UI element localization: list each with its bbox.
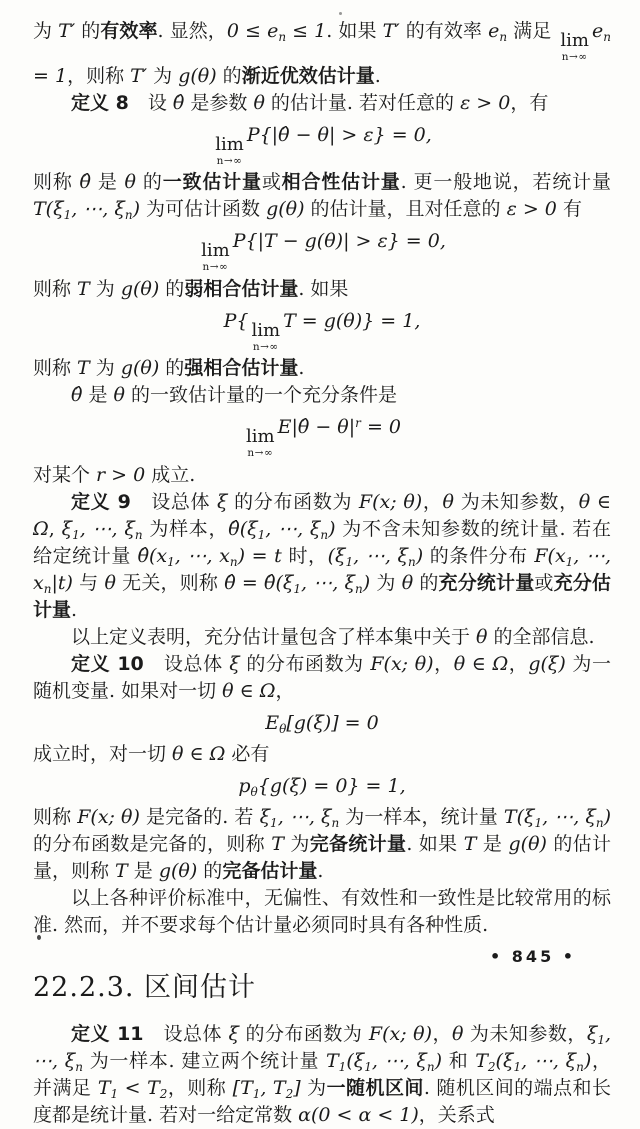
limit-operator: lim n→∞ — [215, 133, 244, 167]
paragraph: 以上定义表明，充分估计量包含了样本集中关于 θ 的全部信息. — [71, 625, 595, 648]
paragraph: 定义 9 设总体 ξ 的分布函数为 F(x; θ)，θ 为未知参数，θ ∈ Ω, $\xi_1$, ⋯, $\xi_n$ 为样本，$\thetâ(\xi_1$, ⋯, $\xi_n$) 为不含未知参数的统计量. 若在给定统计量 $\thetâ(x_1$, ⋯, $x_n) = t$ 时，($\xi_1$, ⋯, $\xi_n$) 的条件分布 $F(x_1$, ⋯, $x_n|t$) 与 θ 无关，则称 θ̂ = $\thetâ(\xi_1$, ⋯, $\xi_n$) 为 θ 的充分统计量或充分估计量. — [33, 490, 612, 621]
limit-operator: lim n→∞ — [246, 426, 275, 459]
paragraph: 以上各种评价标准中，无偏性、有效性和一致性是比较常用的标准. 然而，并不要求每个估计量必须同时具有各种性质. — [33, 886, 611, 936]
scan-artifact — [339, 12, 342, 15]
paragraph: 定义 10 设总体 ξ 的分布函数为 F(x; θ)，θ ∈ Ω，g(ξ) 为一随机变量. 如果对一切 θ ∈ Ω， — [33, 652, 611, 702]
paragraph: 定义 8 设 θ̂ 是参数 θ 的估计量. 若对任意的 ε > 0，有 — [71, 91, 549, 114]
paragraph: 则称 T 为 g(θ) 的强相合估计量. — [33, 357, 305, 379]
paragraph: 成立时，对一切 θ ∈ Ω 必有 — [33, 742, 270, 765]
math-formula: lim n→∞ P{|T − g(θ)| > ε} = 0, — [201, 230, 446, 273]
paragraph: 则称 θ̂ 是 θ 的一致估计量或相合性估计量. 更一般地说，若统计量 $T(\xi_1$, ⋯, $\xi_n$) 为可估计函数 g(θ) 的估计量，且对任意的 ε > 0 有 — [33, 171, 611, 222]
page-number: • 845 • — [490, 947, 576, 966]
scan-artifact — [37, 935, 41, 940]
limit-operator: lim n→∞ — [251, 319, 281, 353]
paragraph: θ̂ 是 θ 的一致估计量的一个充分条件是 — [71, 384, 398, 406]
math-formula: P{ lim n→∞ T = g(θ)} = 1, — [223, 309, 421, 353]
limit-operator: lim n→∞ — [560, 30, 589, 63]
math-formula: lim n→∞ P{|θ̂ − θ| > ε} = 0, — [215, 123, 432, 167]
paragraph: 则称 F(x; θ) 是完备的. 若 $\xi_1$, ⋯, $\xi_n$ 为一样本，统计量 $T(\xi_1$, ⋯, $\xi_n$) 的分布函数是完备的，则称 T 为完备统计量. 如果 T 是 g(θ) 的估计量，则称 T 是 g(θ) 的完备估计量. — [33, 805, 611, 882]
math-formula: $E_\theta[g(\xi)] = 0$ — [265, 711, 379, 736]
math-formula: $p_\theta\{g(\xi) = 0\} = 1$, — [238, 774, 406, 799]
math-formula: lim n→∞ E|θ̂ − $\theta|^r = 0$ — [246, 416, 401, 459]
section-heading: 22.2.3. 区间估计 — [33, 971, 257, 1003]
limit-operator: lim n→∞ — [201, 240, 230, 273]
paragraph: 为 T′ 的有效率. 显然，$0 \le e_n \le 1$. 如果 T′ 的有效率 $e_n$ 满足 lim n→∞ $e_n = 1$，则称 T′ 为 g(θ) 的渐近优效估计量. — [33, 20, 611, 87]
paragraph: 对某个 r > 0 成立. — [33, 463, 196, 486]
paragraph: 则称 T 为 g(θ) 的弱相合估计量. 如果 — [33, 277, 349, 300]
paragraph: 定义 11 设总体 ξ 的分布函数为 F(x; θ)，θ 为未知参数，$\xi_1$, ⋯, $\xi_n$ 为一样本. 建立两个统计量 $T_1(\xi_1$, ⋯, $\xi_n$) 和 $T_2(\xi_1$, ⋯, $\xi_n$)，并满足 $T_1 < T_2$，则称 [$T_1$, $T_2$] 为一随机区间. 随机区间的端点和长度都是统计量. 若对一给定常数 α(0 < α < 1)，关系式 — [33, 1022, 611, 1126]
